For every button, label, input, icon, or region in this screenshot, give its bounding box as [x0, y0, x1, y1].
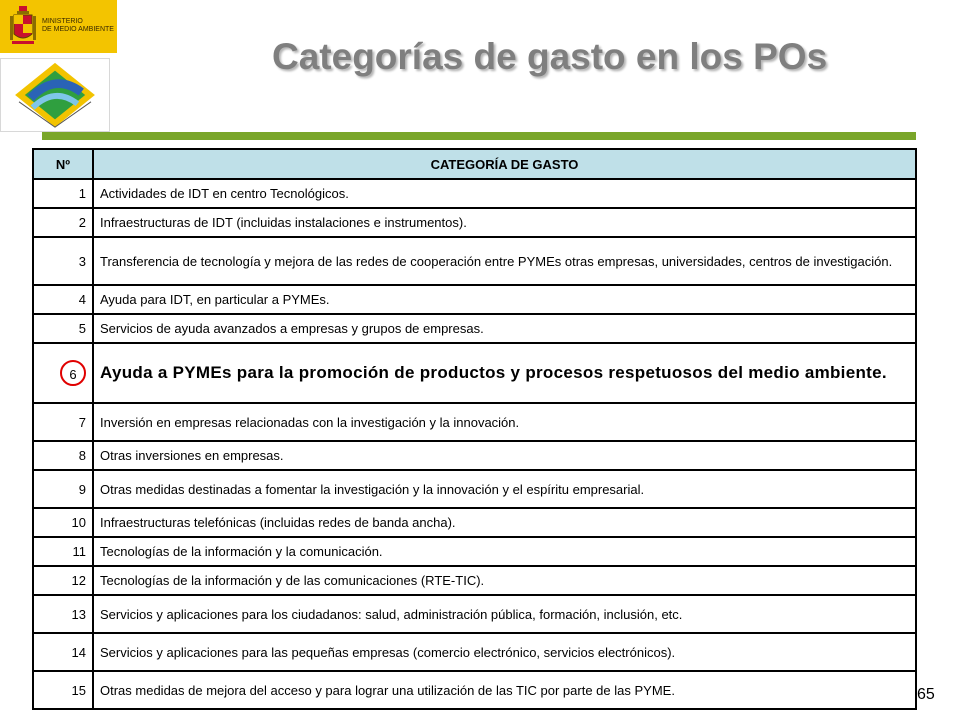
row-category-text: Tecnologías de la información y de las comunicaciones (RTE-TIC). — [93, 566, 916, 595]
row-category-text: Infraestructuras telefónicas (incluidas redes de banda ancha). — [93, 508, 916, 537]
table-row — [33, 208, 916, 237]
row-category-text: Inversión en empresas relacionadas con la investigación y la innovación. — [93, 403, 916, 441]
table-row — [33, 343, 916, 403]
page-number: 65 — [917, 686, 935, 703]
row-number: 9 — [33, 470, 93, 508]
table-header-row — [33, 149, 916, 179]
row-category-text: Servicios y aplicaciones para las pequeñas empresas (comercio electrónico, servicios electrónicos). — [93, 633, 916, 671]
coat-of-arms-icon — [10, 6, 36, 46]
table-row — [33, 403, 916, 441]
table-row — [33, 179, 916, 208]
table-row — [33, 537, 916, 566]
table-row — [33, 566, 916, 595]
row-number: 10 — [33, 508, 93, 537]
row-number — [33, 343, 93, 403]
row-number: 2 — [33, 208, 93, 237]
row-number: 14 — [33, 633, 93, 671]
table-row — [33, 508, 916, 537]
row-category-text: Servicios y aplicaciones para los ciudadanos: salud, administración pública, formación, inclusión, etc. — [93, 595, 916, 633]
row-number: 8 — [33, 441, 93, 470]
row-category-text: Otras medidas de mejora del acceso y para lograr una utilización de las TIC por parte de las PYME. — [93, 671, 916, 709]
row-number: 12 — [33, 566, 93, 595]
table-row — [33, 633, 916, 671]
row-category-text: Infraestructuras de IDT (incluidas instalaciones e instrumentos). — [93, 208, 916, 237]
row-number: 7 — [33, 403, 93, 441]
row-number: 11 — [33, 537, 93, 566]
row-category-text: Ayuda a PYMEs para la promoción de productos y procesos respetuosos del medio ambiente. — [93, 343, 916, 403]
red-autoridades-ambientales-logo — [0, 58, 110, 132]
highlight-circle: 6 — [60, 360, 86, 386]
row-number: 1 — [33, 179, 93, 208]
title-divider — [42, 132, 916, 140]
table-row — [33, 237, 916, 285]
table-row — [33, 314, 916, 343]
table-row — [33, 671, 916, 709]
table-row — [33, 441, 916, 470]
row-number: 15 — [33, 671, 93, 709]
row-number: 13 — [33, 595, 93, 633]
row-category-text: Otras inversiones en empresas. — [93, 441, 916, 470]
network-logo-icon — [1, 59, 109, 131]
row-category-text: Otras medidas destinadas a fomentar la investigación y la innovación y el espíritu empresarial. — [93, 470, 916, 508]
table-row — [33, 470, 916, 508]
table-row — [33, 285, 916, 314]
column-header-category: CATEGORÍA DE GASTO — [93, 149, 916, 179]
row-category-text: Tecnologías de la información y la comunicación. — [93, 537, 916, 566]
page-title: Categorías de gasto en los POs — [272, 36, 828, 77]
spending-categories-table — [32, 148, 917, 710]
row-category-text: Actividades de IDT en centro Tecnológicos. — [93, 179, 916, 208]
ministerio-logo — [0, 0, 117, 53]
column-header-number: Nº — [33, 149, 93, 179]
row-category-text: Transferencia de tecnología y mejora de las redes de cooperación entre PYMEs otras empresas, universidades, centros de investigación. — [93, 237, 916, 285]
table-row — [33, 595, 916, 633]
row-number: 3 — [33, 237, 93, 285]
row-category-text: Ayuda para IDT, en particular a PYMEs. — [93, 285, 916, 314]
row-number: 4 — [33, 285, 93, 314]
row-number: 5 — [33, 314, 93, 343]
row-category-text: Servicios de ayuda avanzados a empresas y grupos de empresas. — [93, 314, 916, 343]
ministerio-label: MINISTERIO DE MEDIO AMBIENTE — [42, 18, 114, 33]
